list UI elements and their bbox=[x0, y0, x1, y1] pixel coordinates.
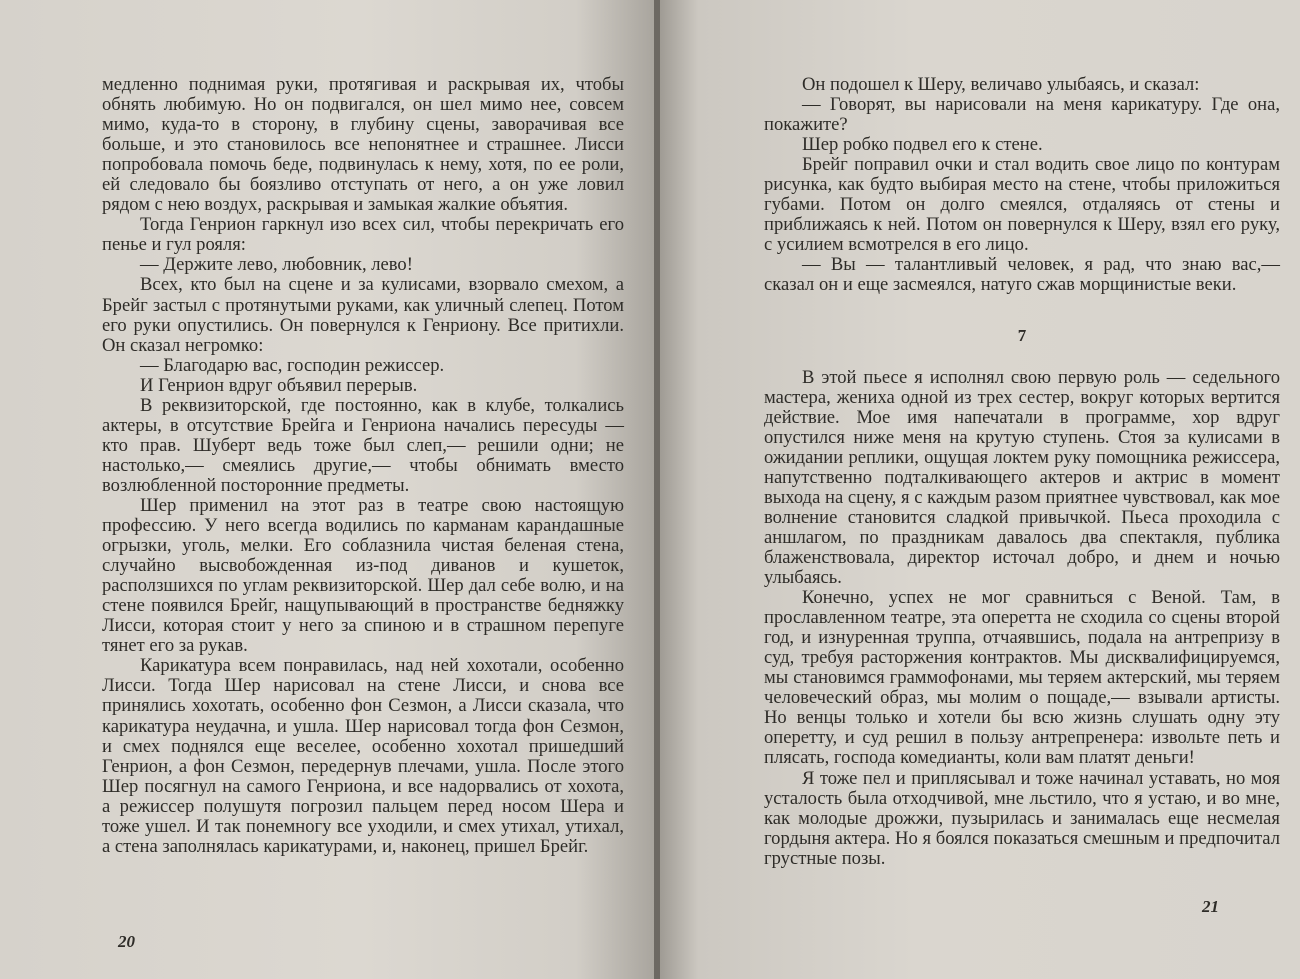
paragraph: медленно поднимая руки, протягивая и раскрывая их, чтобы обнять любимую. Но он подвигался, он шел мимо нее, совсем мимо, куда-то в сторону, в глубину сцены, заворачивая все больше, и это становилось все непонятнее и страшнее. Лисси попробовала помочь беде, подвинулась к нему, хотя, по ее роли, ей следовало бы боязливо отступать от него, а он уже ловил рядом с нею воздух, раскрывая и замыкая жалкие объятия. bbox=[102, 74, 624, 216]
paragraph: В реквизиторской, где постоянно, как в клубе, толкались актеры, в отсутствие Брейга и Генриона начались пересуды — кто прав. Шуберт ведь тоже был слеп,— решили одни; не настолько,— смеялись другие,— чтобы обнимать вместо возлюбленной посторонние предметы. bbox=[102, 394, 624, 496]
right-page-text bbox=[764, 75, 1280, 869]
paragraph: Конечно, успех не мог сравниться с Веной. Там, в прославленном театре, эта оперетта не сходила со сцены второй год, и изнуренная труппа, отчаявшись, подала на антрепризу в суд, требуя расторжения контрактов. Мы дисквалифицируемся, мы становимся граммофонами, мы теряем актерский, мы теряем человеческий образ, мы молим о пощаде,— взывали артисты. Но венцы только и хотели бы всю жизнь слушать одну эту оперетту, и суд решил в пользу антрепренера: извольте петь и плясать, господа комедианты, коли вам платят деньги! bbox=[764, 587, 1280, 769]
paragraph: Карикатура всем понравилась, над ней хохотали, особенно Лисси. Тогда Шер нарисовал на стене Лисси, и снова все принялись хохотать, особенно фон Сезмон, а Лисси сказала, что карикатура неудачна, и ушла. Шер нарисовал тогда фон Сезмон, и смех поднялся еще веселее, особенно хохотал пришедший Генрион, а фон Сезмон, передернув плечами, ушла. После этого Шер посягнул на самого Генриона, и все надорвались от хохота, а режиссер полушутя погрозил пальцем перед носом Шера и тоже ушел. И так понемногу все уходили, и смех утихал, утихал, а стена заполнялась карикатурами, и, наконец, пришел Брейг. bbox=[102, 655, 624, 857]
paragraph: Шер робко подвел его к стене. bbox=[802, 134, 1043, 156]
paragraph: — Говорят, вы нарисовали на меня карикатуру. Где она, покажите? bbox=[764, 94, 1280, 136]
paragraph: И Генрион вдруг объявил перерыв. bbox=[140, 374, 418, 396]
paragraph: — Благодарю вас, господин режиссер. bbox=[140, 354, 445, 376]
paragraph: Он подошел к Шеру, величаво улыбаясь, и сказал: bbox=[802, 74, 1200, 95]
left-page-text bbox=[102, 75, 624, 857]
page-number: 20 bbox=[118, 932, 135, 951]
page-number: 21 bbox=[1202, 897, 1219, 916]
paragraph: — Держите лево, любовник, лево! bbox=[140, 254, 413, 276]
right-page bbox=[660, 0, 1300, 979]
paragraph: Тогда Генрион гаркнул изо всех сил, чтобы перекричать его пенье и гул рояля: bbox=[102, 214, 624, 256]
paragraph: В этой пьесе я исполнял свою первую роль — седельного мастера, жениха одной из трех сестер, вокруг которых вертится действие. Мое имя напечатали в программе, хор вдруг опустился ниже меня на крутую ступень. Стоя за кулисами в ожидании реплики, ощущая локтем руку помощника режиссера, напутственно подталкивающего актеров и актрис в момент выхода на сцену, я с каждым разом приятнее чувствовал, как мое волнение становится сладкой привычкой. Пьеса проходила с аншлагом, по праздникам давалось два спектакля, публика блаженствовала, директор источал добро, и днем и ночью улыбаясь. bbox=[764, 366, 1280, 589]
paragraph: Брейг поправил очки и стал водить свое лицо по контурам рисунка, как будто выбирая место на стене, чтобы приложиться губами. Потом он долго смеялся, отдаляясь от стены и приближаясь к ней. Потом он повернулся к Шеру, взял его руку, с усилием всмотрелся в его лицо. bbox=[764, 154, 1280, 256]
paragraph: Шер применил на этот раз в театре свою настоящую профессию. У него всегда водились по карманам карандашные огрызки, уголь, мелки. Его соблазнила чистая беленая стена, случайно высвобожденная из-под диванов и кушеток, расползшихся по углам реквизиторской. Шер дал себе волю, и на стене появился Брейг, нащупывающий в пространстве бедняжку Лисси, которая стоит у него за спиною и в страшном перепуге тянет его за рукав. bbox=[102, 494, 624, 657]
paragraph: Всех, кто был на сцене и за кулисами, взорвало смехом, а Брейг застыл с протянутыми руками, как уличный слепец. Потом его руки опустились. Он повернулся к Генриону. Все притихли. Он сказал негромко: bbox=[102, 274, 624, 356]
paragraph: — Вы — талантливый человек, я рад, что знаю вас,— сказал он и еще засмеялся, натуго сжав морщинистые веки. bbox=[764, 254, 1280, 296]
paragraph: Я тоже пел и приплясывал и тоже начинал уставать, но моя усталость была отходчивой, мне льстило, что я устаю, и во мне, как молодые дрожжи, пузырилась и занималась еще несмелая гордыня актера. Но я боялся показаться смешным и предпочитал грустные позы. bbox=[764, 767, 1280, 869]
chapter-heading: 7 bbox=[1017, 325, 1027, 345]
